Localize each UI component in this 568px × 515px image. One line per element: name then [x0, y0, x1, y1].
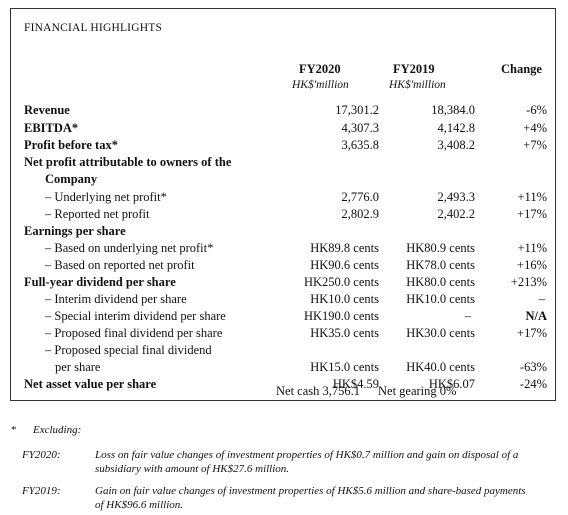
table-row — [11, 224, 557, 240]
value-fy2020: 2,776.0 — [341, 190, 379, 204]
value-change: +11% — [517, 190, 547, 204]
value-fy2019: 4,142.8 — [437, 121, 475, 135]
value-change: +16% — [517, 258, 547, 272]
value-fy2020: HK89.8 cents — [310, 241, 379, 255]
row-label: – Based on underlying net profit* — [45, 241, 214, 255]
value-fy2020: 2,802.9 — [341, 207, 379, 221]
value-change: -63% — [519, 360, 547, 374]
value-change: +7% — [523, 138, 547, 152]
row-label: Net profit attributable to owners of the — [24, 155, 232, 169]
row-label: – Proposed final dividend per share — [45, 326, 223, 340]
value-fy2019: 3,408.2 — [437, 138, 475, 152]
value-fy2019: HK80.0 cents — [406, 275, 475, 289]
value-change: -6% — [526, 103, 547, 117]
value-fy2019: 18,384.0 — [431, 103, 475, 117]
net-gearing-value: Net gearing 0% — [378, 384, 457, 398]
footnote-fy2019-key: FY2019: — [22, 485, 61, 497]
footnote-fy2020-text: Loss on fair value changes of investment properties of HK$0.7 million and gain on disposal of a subsidiary with amount of HK$27.6 million. — [95, 449, 519, 475]
row-label: Profit before tax* — [24, 138, 118, 152]
row-label: Full-year dividend per share — [24, 275, 176, 289]
value-fy2020: HK90.6 cents — [310, 258, 379, 272]
column-header-change: Change — [501, 62, 542, 76]
value-fy2019: HK$6.07 — [428, 377, 475, 391]
row-label: – Special interim dividend per share — [45, 309, 226, 323]
value-fy2020: 17,301.2 — [335, 103, 379, 117]
value-fy2020: 3,635.8 — [341, 138, 379, 152]
value-change: – — [538, 292, 545, 306]
value-fy2020: HK35.0 cents — [310, 326, 379, 340]
value-fy2019: – — [464, 309, 471, 323]
footnote-fy2020-key: FY2020: — [22, 449, 61, 461]
table-row — [11, 241, 557, 257]
row-label: Earnings per share — [24, 224, 126, 238]
value-change: +17% — [517, 207, 547, 221]
value-fy2019: HK30.0 cents — [406, 326, 475, 340]
row-label: Revenue — [24, 103, 70, 117]
table-row — [11, 207, 557, 223]
table-row — [11, 172, 557, 188]
column-header-fy2019: FY2019 — [393, 62, 435, 76]
unit-fy2019: HK$'million — [389, 79, 446, 91]
row-label: EBITDA* — [24, 121, 79, 135]
value-fy2019: 2,493.3 — [437, 190, 475, 204]
value-fy2020: HK$4.59 — [332, 377, 379, 391]
value-change: -24% — [519, 377, 547, 391]
value-fy2019: 2,402.2 — [437, 207, 475, 221]
row-label: – Underlying net profit* — [45, 190, 167, 204]
table-row — [11, 360, 557, 376]
column-header-fy2020: FY2020 — [299, 62, 341, 76]
footnote-marker: * — [11, 424, 17, 436]
value-change: +17% — [517, 326, 547, 340]
table-row — [11, 138, 557, 154]
row-label: Company — [45, 172, 98, 186]
footnote-excluding: Excluding: — [33, 424, 82, 436]
value-change: +11% — [517, 241, 547, 255]
value-fy2020: 4,307.3 — [341, 121, 379, 135]
value-fy2019: HK10.0 cents — [406, 292, 475, 306]
table-row — [11, 326, 557, 342]
footnote-fy2019-text: Gain on fair value changes of investment properties of HK$5.6 million and share-based payments of HK$96.6 million. — [95, 485, 526, 511]
value-fy2019: HK40.0 cents — [406, 360, 475, 374]
table-row — [11, 121, 557, 137]
value-change: +4% — [523, 121, 547, 135]
row-label: – Reported net profit — [45, 207, 150, 221]
row-label: – Interim dividend per share — [45, 292, 187, 306]
value-fy2020: HK15.0 cents — [310, 360, 379, 374]
value-fy2019: HK80.9 cents — [406, 241, 475, 255]
table-row — [11, 190, 557, 206]
row-label: – Based on reported net profit — [45, 258, 195, 272]
table-row — [11, 292, 557, 308]
value-fy2020: HK250.0 cents — [304, 275, 379, 289]
table-row — [11, 103, 557, 119]
value-change: N/A — [525, 309, 547, 323]
value-fy2019: HK78.0 cents — [406, 258, 475, 272]
net-cash-value: Net cash 3,756.1 — [276, 384, 361, 398]
table-row — [11, 309, 557, 325]
row-label: Net asset value per share — [24, 377, 157, 391]
table-row — [11, 155, 557, 171]
value-fy2020: HK190.0 cents — [304, 309, 379, 323]
row-label: – Proposed special final dividend — [45, 343, 212, 357]
table-row — [11, 343, 557, 359]
table-row — [11, 275, 557, 291]
table-heading: FINANCIAL HIGHLIGHTS — [24, 22, 163, 34]
financial-highlights-table — [10, 8, 556, 401]
table-row — [11, 258, 557, 274]
row-label: per share — [55, 360, 101, 374]
value-change: +213% — [510, 275, 547, 289]
value-fy2020: HK10.0 cents — [310, 292, 379, 306]
unit-fy2020: HK$'million — [292, 79, 349, 91]
